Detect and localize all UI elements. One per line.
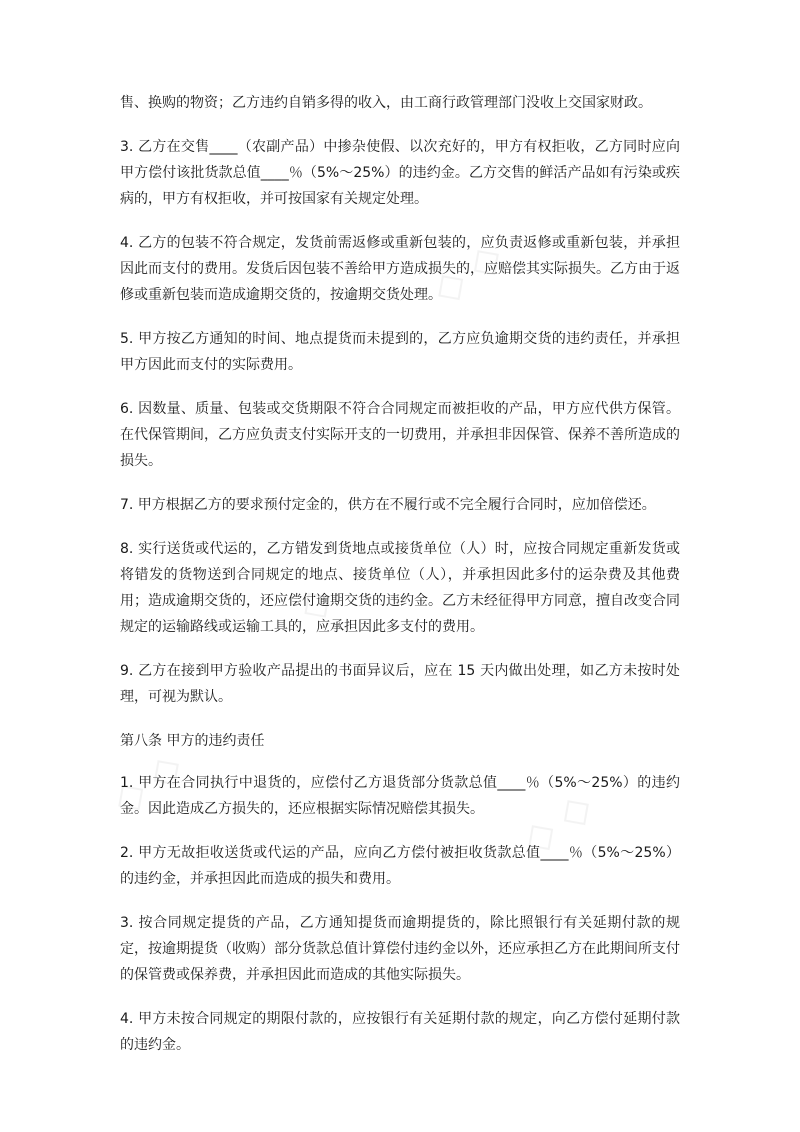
paragraph-clause-7: 7. 甲方根据乙方的要求预付定金的，供方在不履行或不完全履行合同时，应加倍偿还。 [120,497,656,513]
paragraph-clause-4: 4. 乙方的包装不符合规定，发货前需返修或重新包装的，应负责返修或重新包装，并承担因此而支付的费用。发货后因包装不善给甲方造成损失的，应赔偿其实际损失。乙方由于返修或重新包装而造成逾期交货的，按逾期交货处理。 [120,235,680,303]
paragraph-clause-8: 8. 实行送货或代运的，乙方错发到货地点或接货单位（人）时，应按合同规定重新发货或将错发的货物送到合同规定的地点、接货单位（人），并承担因此多付的运杂费及其他费用；造成逾期交货的，还应偿付逾期交货的违约金。乙方未经征得甲方同意，擅自改变合同规定的运输路线或运输工具的，应承担因此多支付的费用。 [120,541,680,635]
document-body [120,90,680,1076]
paragraph-clause-6: 6. 因数量、质量、包装或交货期限不符合合同规定而被拒收的产品，甲方应代供方保管。在代保管期间，乙方应负责支付实际开支的一切费用，并承担非因保管、保养不善所造成的损失。 [120,401,680,469]
section-heading-article-8: 第八条 甲方的违约责任 [120,733,265,749]
paragraph-article-8-clause-3: 3. 按合同规定提货的产品，乙方通知提货而逾期提货的，除比照银行有关延期付款的规定，按逾期提货（收购）部分货款总值计算偿付违约金以外，还应承担乙方在此期间所支付的保管费或保养费，并承担因此而造成的其他实际损失。 [120,915,680,983]
paragraph-clause-9: 9. 乙方在接到甲方验收产品提出的书面异议后，应在 15 天内做出处理，如乙方未按时处理，可视为默认。 [120,663,680,705]
paragraph-clause-5: 5. 甲方按乙方通知的时间、地点提货而未提到的，乙方应负逾期交货的违约责任，并承担甲方因此而支付的实际费用。 [120,331,680,373]
paragraph-clause-3: 3. 乙方在交售____（农副产品）中掺杂使假、以次充好的，甲方有权拒收，乙方同时应向甲方偿付该批货款总值____％（5%～25%）的违约金。乙方交售的鲜活产品如有污染或疾病的，甲方有权拒收，并可按国家有关规定处理。 [120,139,680,207]
paragraph-article-8-clause-4: 4. 甲方未按合同规定的期限付款的，应按银行有关延期付款的规定，向乙方偿付延期付款的违约金。 [120,1011,680,1053]
paragraph-continued: 售、换购的物资；乙方违约自销多得的收入，由工商行政管理部门没收上交国家财政。 [120,95,652,111]
paragraph-article-8-clause-2: 2. 甲方无故拒收送货或代运的产品，应向乙方偿付被拒收货款总值____％（5%～25%）的违约金，并承担因此而造成的损失和费用。 [120,845,680,887]
paragraph-article-8-clause-1: 1. 甲方在合同执行中退货的，应偿付乙方退货部分货款总值____％（5%～25%）的违约金。因此造成乙方损失的，还应根据实际情况赔偿其损失。 [120,775,680,817]
